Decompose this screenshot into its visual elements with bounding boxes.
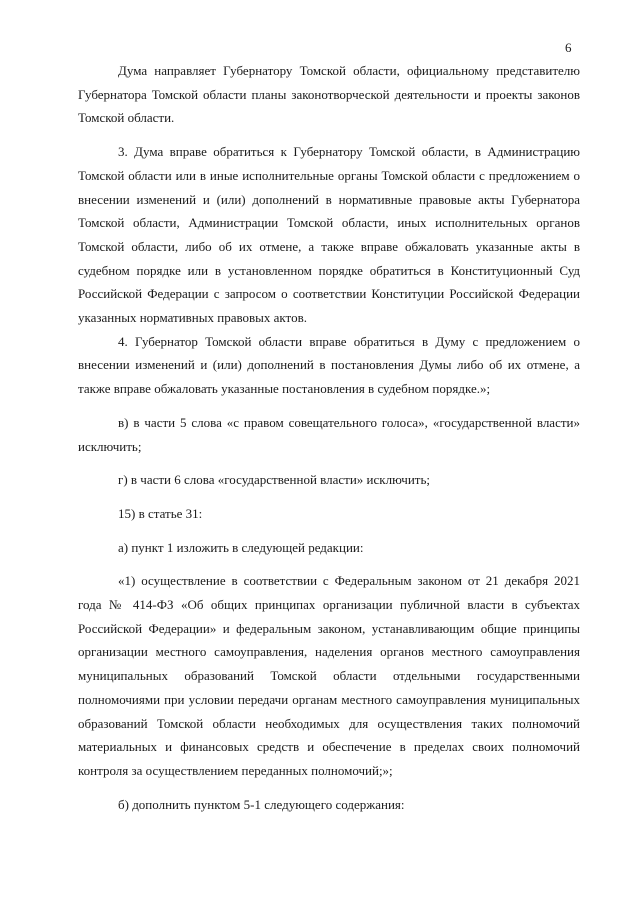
paragraph-subitem-a: а) пункт 1 изложить в следующей редакции:	[118, 539, 364, 555]
paragraph-point-1-text: «1) осуществление в соответствии с Федеральным законом от 21 декабря 2021 года № 414-ФЗ «Об общих принципах организации публичной власти в субъектах Российской Федерации» и федеральным законом, устанавливающим общие принципы организации местного самоуправления, наделения органов местного самоуправления муниципальных образований Томской области отдельными государственными полномочиями при условии передачи органам местного самоуправления муниципальных образований Томской области необходимых для осуществления таких полномочий материальных и финансовых средств и обеспечение в пределах своих полномочий контроля за осуществлением переданных полномочий;»;	[78, 573, 580, 778]
paragraph-item-4: 4. Губернатор Томской области вправе обратиться в Думу с предложением о внесении изменений и (или) дополнений в постановления Думы либо об их отмене, а также вправе обжаловать указанные постановления в судебном порядке.»;	[78, 333, 580, 397]
paragraph-subitem-v: в) в части 5 слова «с правом совещательного голоса», «государственной власти» исключить;	[78, 414, 580, 454]
paragraph-item-3: 3. Дума вправе обратиться к Губернатору Томской области, в Администрацию Томской области или в иные исполнительные органы Томской области с предложением о внесении изменений и (или) дополнений в нормативные правовые акты Губернатора Томской области, Администрации Томской области, иных исполнительных органов Томской области, либо об их отмене, а также вправе обжаловать указанные акты в судебном порядке или в установленном порядке обратиться в Конституционный Суд Российской Федерации с запросом о соответствии Конституции Российской Федерации указанных нормативных правовых актов.	[78, 144, 580, 326]
paragraph-item-15: 15) в статье 31:	[118, 505, 203, 521]
paragraph-subitem-g: г) в части 6 слова «государственной власти» исключить;	[118, 472, 431, 488]
page-number: 6	[565, 40, 572, 55]
paragraph-duma-plans: Дума направляет Губернатору Томской области, официальному представителю Губернатора Томской области планы законотворческой деятельности и проекты законов Томской области.	[78, 63, 580, 126]
paragraph-subitem-b: б) дополнить пунктом 5-1 следующего содержания:	[118, 796, 405, 812]
document-body	[78, 59, 580, 816]
